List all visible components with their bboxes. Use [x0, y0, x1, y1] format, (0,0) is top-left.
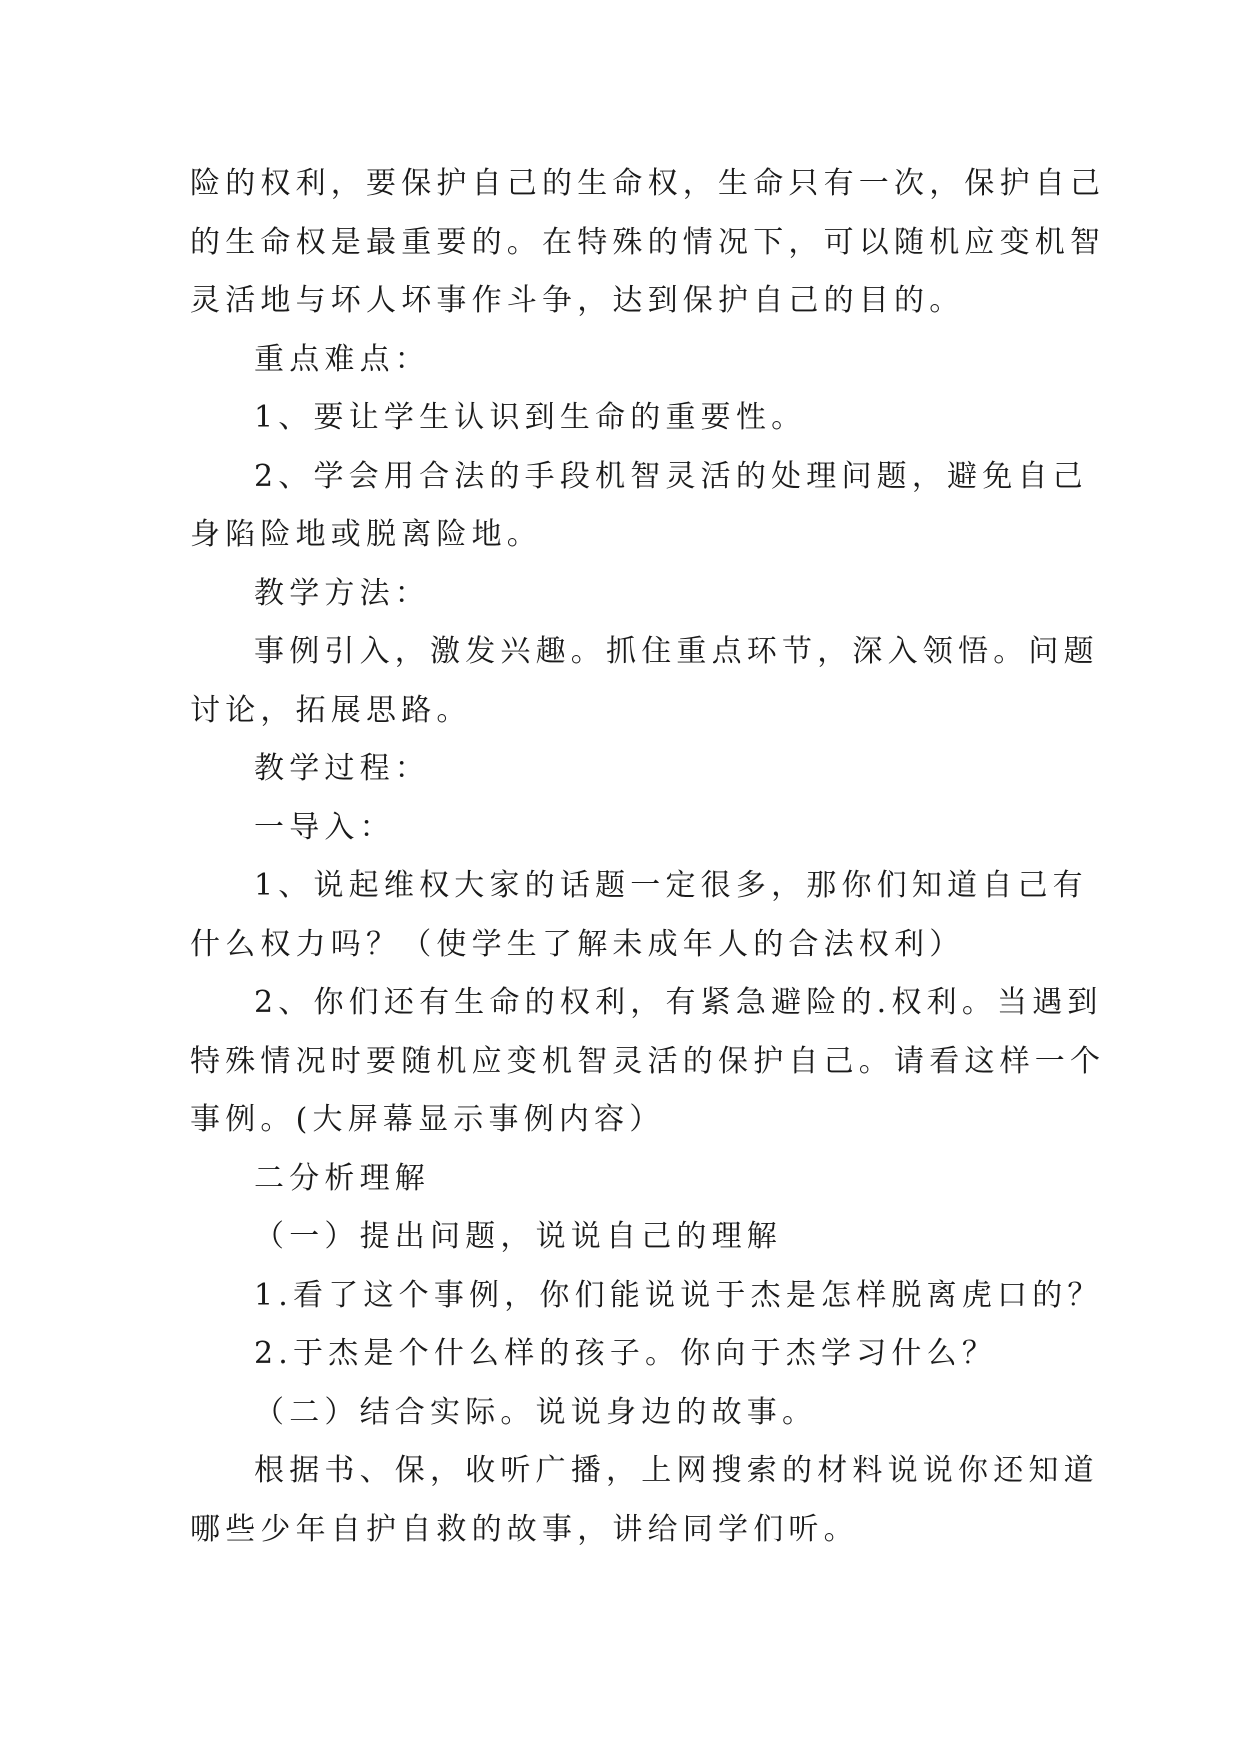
- list-item-key-point-2: [190, 448, 1088, 565]
- paragraph-teaching-method: [190, 623, 1099, 740]
- paragraph-stories: [190, 1442, 1099, 1559]
- text-line: 哪些少年自护自救的故事，讲给同学们听。: [190, 1511, 859, 1547]
- text-line: 险的权利，要保护自己的生命权，生命只有一次，保护自己: [190, 166, 1106, 201]
- subheading-raise-questions: [190, 1208, 1060, 1267]
- list-item-question-2: [190, 1325, 1060, 1384]
- heading-line: 教学方法：: [254, 575, 430, 611]
- text-line: 2、你们还有生命的权利，有紧急避险的.权利。当遇到: [254, 985, 1103, 1020]
- section-heading-teaching-method: [190, 565, 1060, 624]
- text-line: 事例。(大屏幕显示事例内容）: [190, 1102, 665, 1137]
- text-line: 根据书、保，收听广播，上网搜索的材料说说你还知道: [254, 1453, 1099, 1488]
- text-line: 事例引入，激发兴趣。抓住重点环节，深入领悟。问题: [254, 634, 1099, 669]
- text-line: 2.于杰是个什么样的孩子。你向于杰学习什么？: [254, 1336, 998, 1371]
- list-item-question-1: [190, 1267, 1103, 1326]
- heading-line: 二分析理解: [254, 1160, 430, 1196]
- heading-line: 教学过程：: [254, 751, 430, 786]
- document-body: [190, 155, 1106, 1559]
- paragraph-life-rights: [190, 155, 1106, 331]
- text-line: 灵活地与坏人坏事作斗争，达到保护自己的目的。: [190, 283, 965, 318]
- heading-line: （二）结合实际。说说身边的故事。: [254, 1394, 818, 1430]
- text-line: 身陷险地或脱离险地。: [190, 517, 542, 552]
- section-heading-key-points: [190, 331, 1060, 390]
- subheading-introduction: [190, 799, 1060, 858]
- text-line: 2、学会用合法的手段机智灵活的处理问题，避免自己: [254, 458, 1088, 494]
- subheading-real-stories: [190, 1384, 1060, 1443]
- subheading-analysis: [190, 1150, 1060, 1209]
- section-heading-teaching-process: [190, 740, 1060, 799]
- heading-line: 重点难点：: [254, 341, 430, 377]
- text-line: 1.看了这个事例，你们能说说于杰是怎样脱离虎口的？: [254, 1277, 1103, 1313]
- text-line: 的生命权是最重要的。在特殊的情况下，可以随机应变机智: [190, 224, 1106, 260]
- list-item-intro-2: [190, 974, 1106, 1150]
- text-line: 1、要让学生认识到生命的重要性。: [254, 400, 807, 435]
- heading-line: 一导入：: [254, 809, 395, 845]
- text-line: 特殊情况时要随机应变机智灵活的保护自己。请看这样一个: [190, 1043, 1106, 1079]
- list-item-intro-1: [190, 857, 1088, 974]
- text-line: 什么权力吗？（使学生了解未成年人的合法权利）: [190, 926, 965, 962]
- text-line: 讨论，拓展思路。: [190, 692, 472, 728]
- text-line: 1、说起维权大家的话题一定很多，那你们知道自己有: [254, 868, 1088, 903]
- list-item-key-point-1: [190, 389, 1060, 448]
- heading-line: （一）提出问题，说说自己的理解: [254, 1219, 782, 1254]
